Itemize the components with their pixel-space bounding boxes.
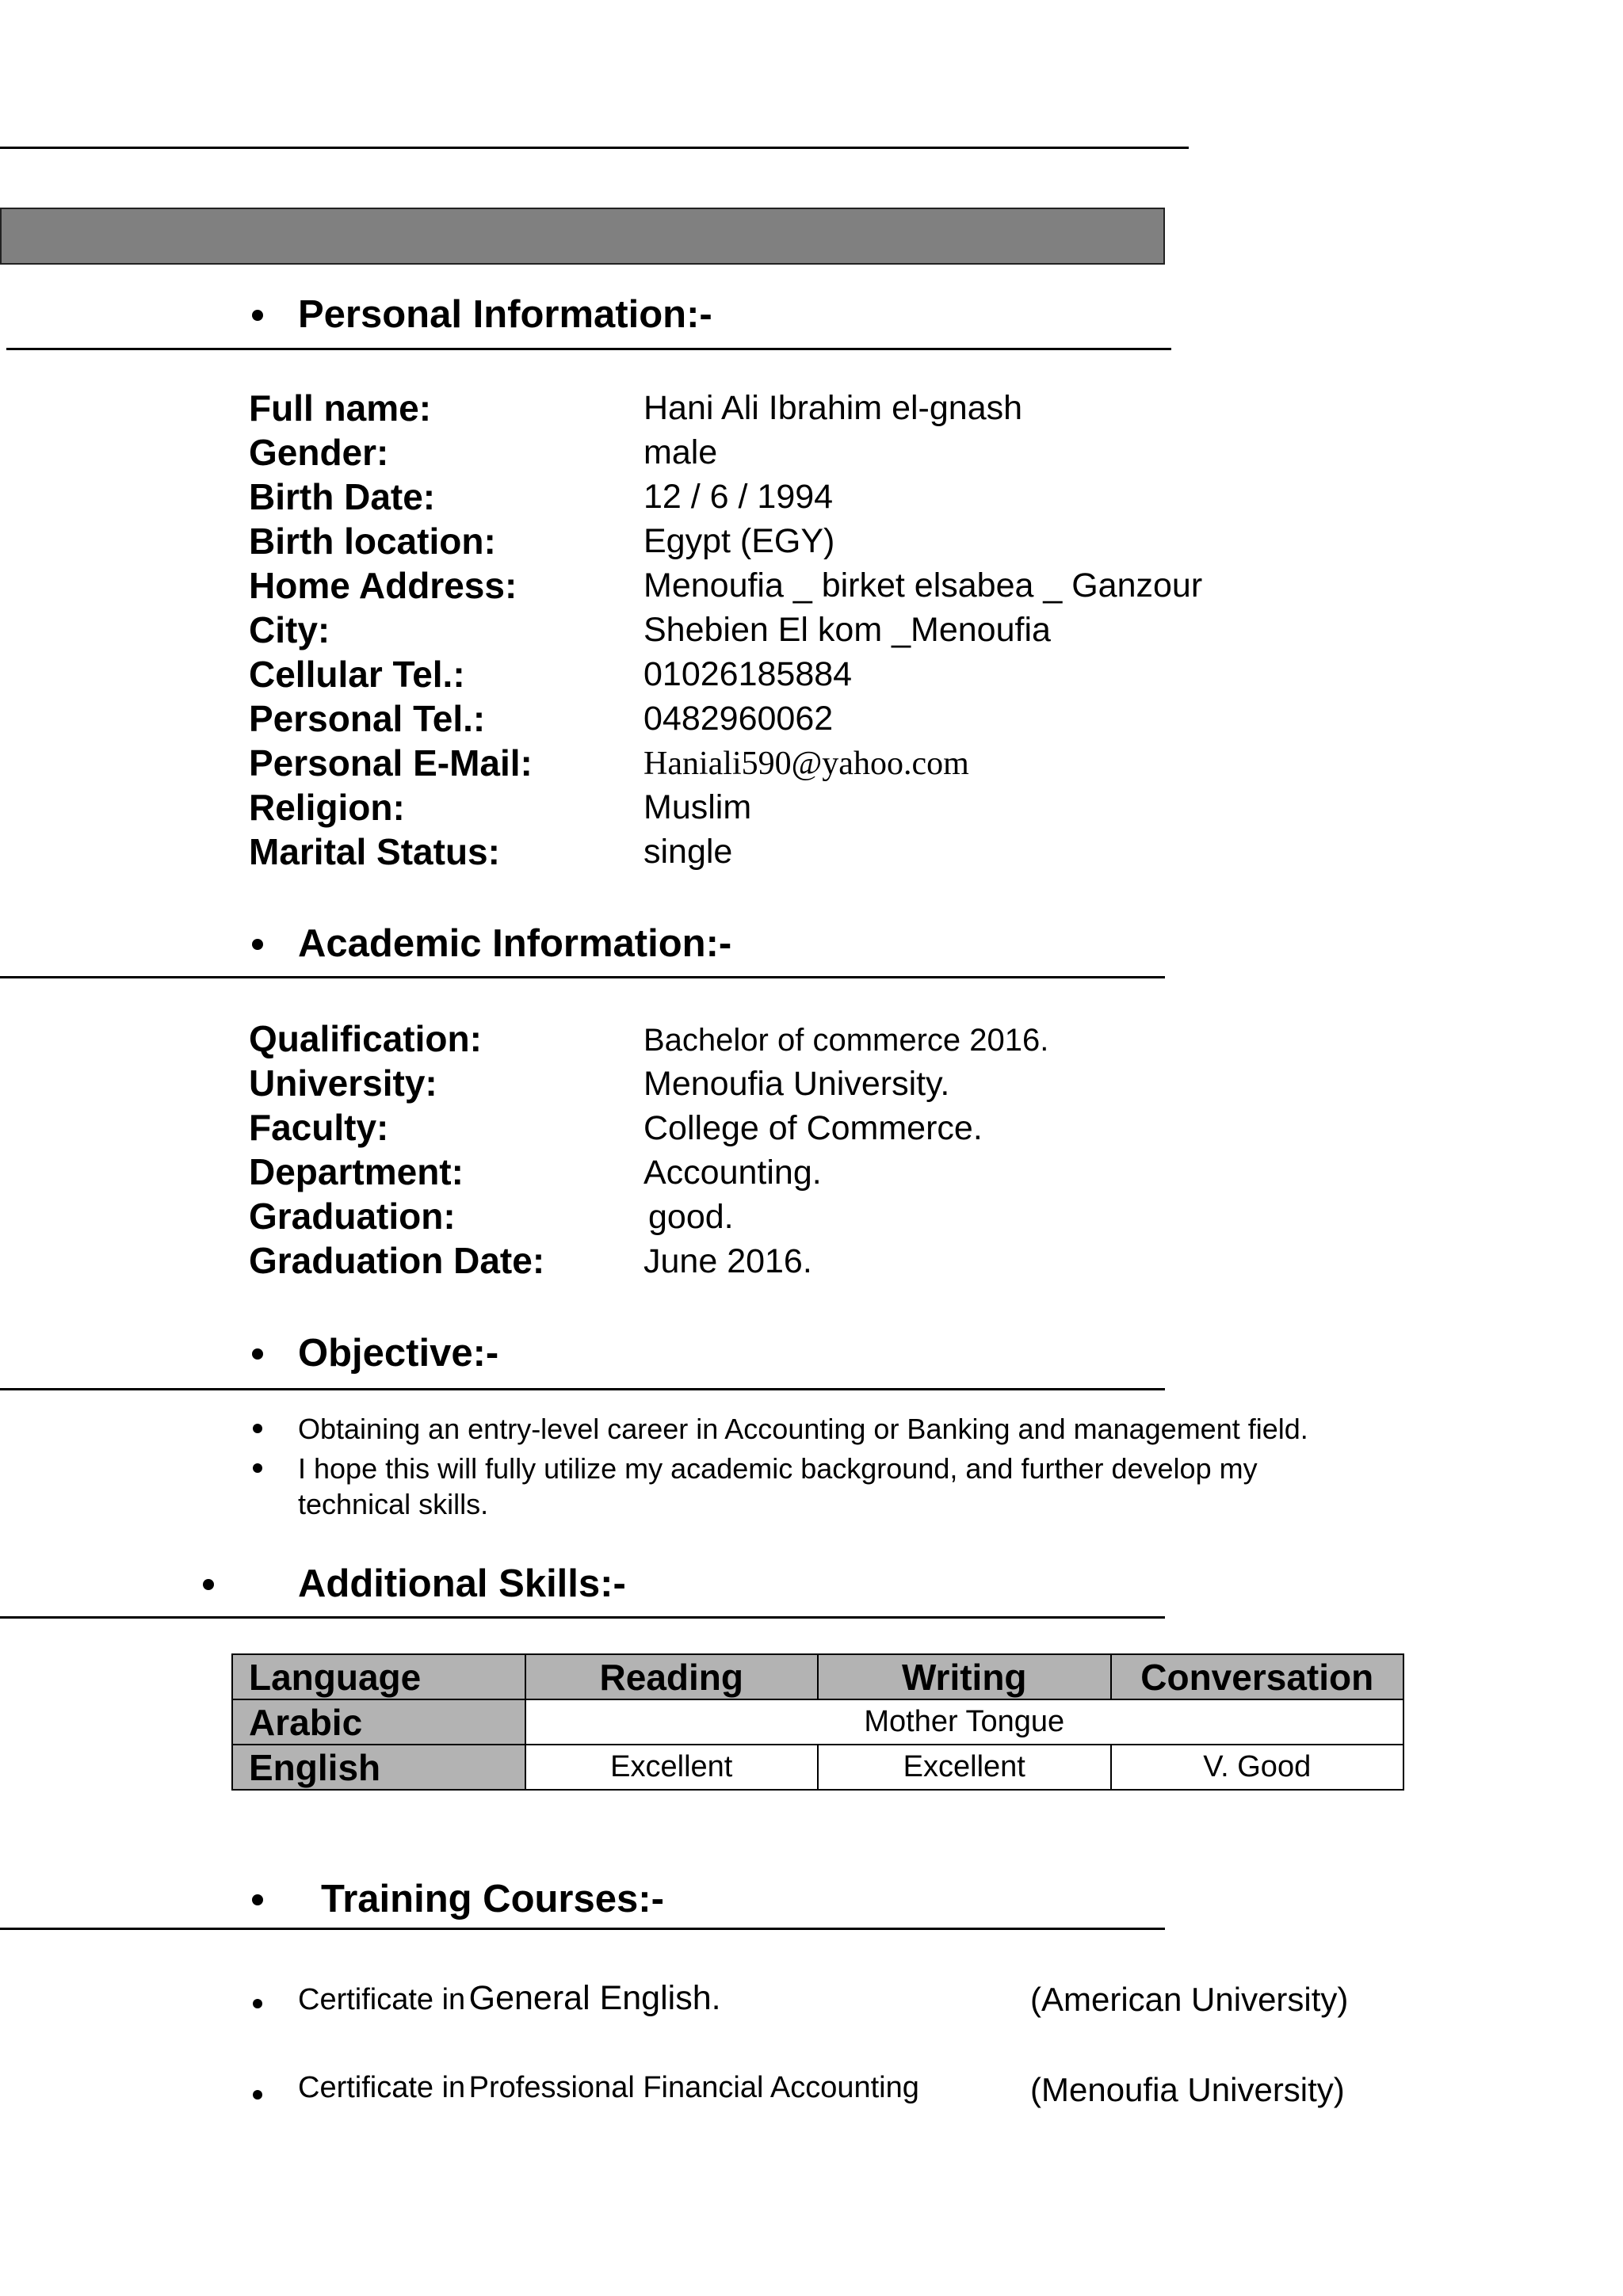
- table-cell-writing: Excellent: [818, 1745, 1111, 1790]
- table-header-cell: Writing: [818, 1654, 1111, 1699]
- bullet-icon: [203, 1579, 214, 1590]
- bullet-icon: [253, 1424, 262, 1433]
- course-institution-2: (Menoufia University): [1030, 2071, 1345, 2108]
- table-cell-level: Mother Tongue: [525, 1699, 1404, 1745]
- value-personal-tel: 0482960062: [643, 700, 834, 738]
- value-birth-location: Egypt (EGY): [643, 522, 835, 560]
- table-header-row: [232, 1654, 1403, 1699]
- course-name: Professional Financial Accounting: [468, 2071, 919, 2104]
- course-prefix: Certificate in: [298, 1983, 466, 2016]
- bullet-icon: [253, 2090, 262, 2100]
- value-graduation-date: June 2016.: [643, 1242, 812, 1280]
- label-religion: Religion:: [249, 787, 405, 828]
- course-item-1: [298, 1979, 721, 2018]
- value-city: Shebien El kom _Menoufia: [643, 611, 1051, 649]
- table-header-cell: Reading: [525, 1654, 819, 1699]
- bullet-icon: [252, 1894, 263, 1905]
- table-row: [232, 1699, 1403, 1745]
- label-email: Personal E-Mail:: [249, 742, 533, 784]
- table-cell-conversation: V. Good: [1111, 1745, 1404, 1790]
- section-rule: [0, 976, 1165, 978]
- value-home-address: Menoufia _ birket elsabea _ Ganzour: [643, 566, 1203, 605]
- label-qualification: Qualification:: [249, 1018, 482, 1059]
- bullet-icon: [252, 939, 263, 950]
- table-header-cell: Language: [232, 1654, 525, 1699]
- course-name: General English.: [468, 1979, 721, 2017]
- course-item-2: [298, 2071, 919, 2105]
- section-title-objective: Objective:-: [298, 1332, 499, 1375]
- value-cellular-tel: 01026185884: [643, 655, 853, 693]
- label-home-address: Home Address:: [249, 565, 517, 606]
- value-birth-date: 12 / 6 / 1994: [643, 478, 834, 516]
- value-graduation: good.: [648, 1198, 734, 1236]
- bullet-icon: [253, 1463, 262, 1473]
- section-title-training: Training Courses:-: [321, 1878, 664, 1920]
- label-personal-tel: Personal Tel.:: [249, 698, 486, 739]
- label-birth-date: Birth Date:: [249, 476, 436, 517]
- label-birth-location: Birth location:: [249, 521, 496, 562]
- bullet-icon: [253, 1999, 262, 2008]
- section-rule: [0, 1388, 1165, 1390]
- label-full-name: Full name:: [249, 387, 432, 429]
- label-graduation: Graduation:: [249, 1196, 456, 1237]
- value-gender: male: [643, 433, 718, 471]
- section-title-skills: Additional Skills:-: [298, 1562, 626, 1605]
- table-cell-reading: Excellent: [525, 1745, 819, 1790]
- section-title-personal: Personal Information:-: [298, 293, 712, 336]
- value-full-name: Hani Ali Ibrahim el-gnash: [643, 389, 1023, 427]
- table-row: [232, 1745, 1403, 1790]
- value-faculty: College of Commerce.: [643, 1109, 983, 1147]
- top-rule: [0, 147, 1189, 149]
- section-title-academic: Academic Information:-: [298, 922, 732, 965]
- language-skills-table: [231, 1653, 1404, 1791]
- label-gender: Gender:: [249, 432, 389, 473]
- label-marital-status: Marital Status:: [249, 831, 500, 872]
- section-rule: [0, 1616, 1165, 1619]
- header-bar: [0, 208, 1165, 265]
- label-department: Department:: [249, 1151, 464, 1192]
- objective-item-2-line-1: I hope this will fully utilize my academic background, and further develop my: [298, 1452, 1258, 1485]
- bullet-icon: [252, 1348, 263, 1360]
- value-marital-status: single: [643, 833, 733, 871]
- table-header-cell: Conversation: [1111, 1654, 1404, 1699]
- section-rule: [0, 1928, 1165, 1930]
- label-faculty: Faculty:: [249, 1107, 389, 1148]
- table-cell-language: English: [232, 1745, 525, 1790]
- value-religion: Muslim: [643, 788, 752, 826]
- bullet-icon: [252, 310, 263, 321]
- label-graduation-date: Graduation Date:: [249, 1240, 545, 1281]
- value-email: Haniali590@yahoo.com: [643, 746, 969, 782]
- objective-item-2-line-2: technical skills.: [298, 1488, 489, 1520]
- course-prefix: Certificate in: [298, 2071, 466, 2104]
- label-city: City:: [249, 609, 330, 650]
- value-qualification: Bachelor of commerce 2016.: [643, 1023, 1049, 1058]
- course-institution-1: (American University): [1030, 1981, 1349, 2018]
- label-university: University:: [249, 1062, 437, 1104]
- section-rule: [6, 348, 1171, 350]
- value-university: Menoufia University.: [643, 1065, 950, 1103]
- label-cellular-tel: Cellular Tel.:: [249, 654, 465, 695]
- value-department: Accounting.: [643, 1154, 822, 1192]
- table-cell-language: Arabic: [232, 1699, 525, 1745]
- objective-item-1: Obtaining an entry-level career in Accounting or Banking and management field.: [298, 1413, 1308, 1445]
